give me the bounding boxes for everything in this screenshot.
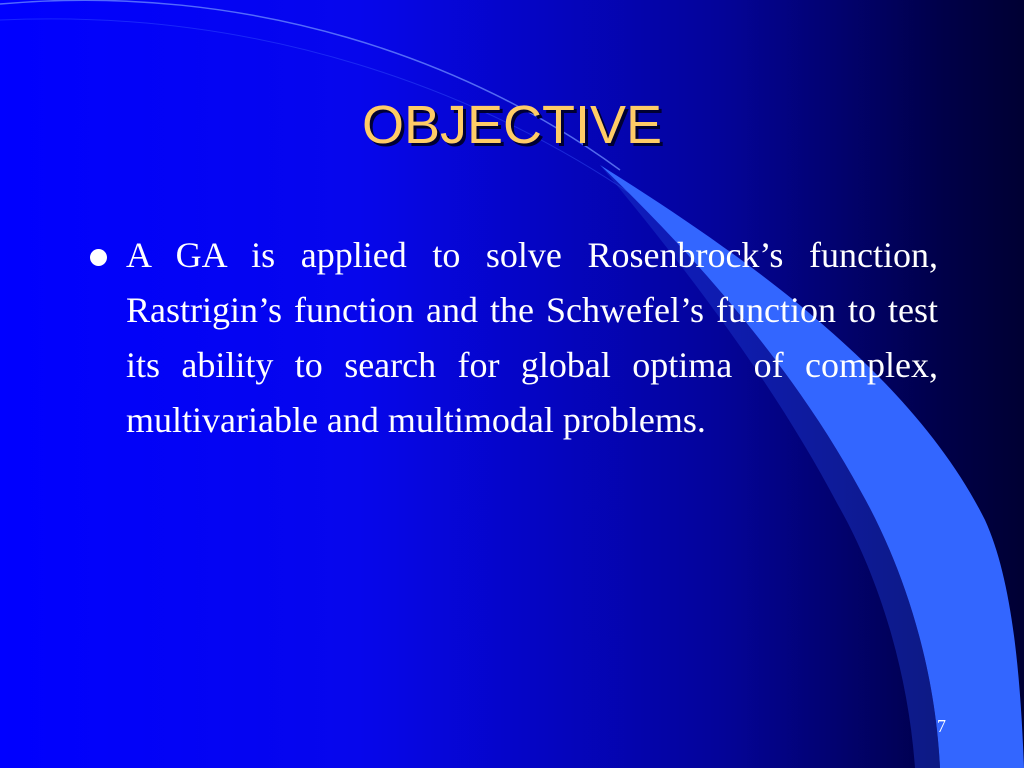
bullet-list xyxy=(86,228,938,448)
bullet-dot-icon xyxy=(90,249,107,266)
bullet-text: A GA is applied to solve Rosenbrock’s function, Rastrigin’s function and the Schwefel’s function to test its ability to search for global optima of complex, multivariable and multimodal problems. xyxy=(126,235,938,440)
slide-number: 7 xyxy=(937,716,946,736)
bullet-item xyxy=(86,228,938,448)
slide-title: OBJECTIVE xyxy=(361,95,663,155)
